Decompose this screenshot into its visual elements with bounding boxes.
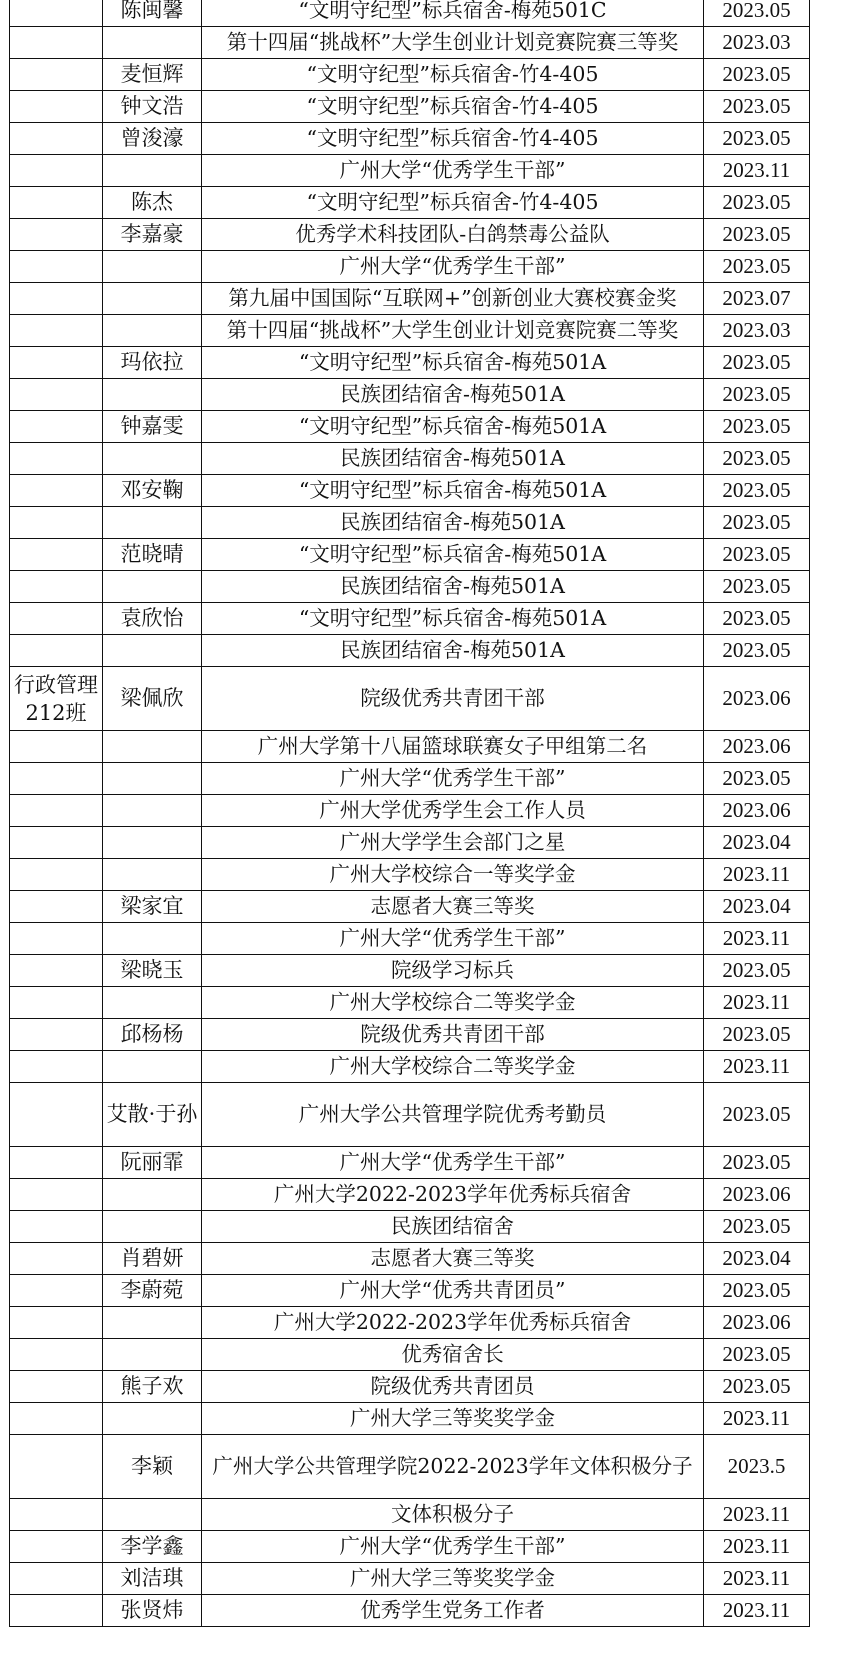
date-cell: 2023.11 xyxy=(704,1051,810,1083)
table-row xyxy=(10,155,810,187)
table-row xyxy=(10,603,810,635)
class-cell xyxy=(10,507,103,539)
class-cell xyxy=(10,955,103,987)
student-name-cell xyxy=(103,859,202,891)
table-row xyxy=(10,827,810,859)
student-name-cell xyxy=(103,1051,202,1083)
table-row xyxy=(10,507,810,539)
class-cell xyxy=(10,1435,103,1499)
date-cell: 2023.05 xyxy=(704,539,810,571)
date-cell: 2023.05 xyxy=(704,507,810,539)
table-row xyxy=(10,859,810,891)
table-row xyxy=(10,251,810,283)
award-cell: 广州大学“优秀共青团员” xyxy=(202,1275,704,1307)
award-cell: “文明守纪型”标兵宿舍-梅苑501A xyxy=(202,475,704,507)
table-row xyxy=(10,1083,810,1147)
class-cell xyxy=(10,315,103,347)
class-cell xyxy=(10,1275,103,1307)
student-name-cell: 梁家宜 xyxy=(103,891,202,923)
table-row xyxy=(10,1531,810,1563)
award-cell: 广州大学“优秀学生干部” xyxy=(202,763,704,795)
table-row xyxy=(10,987,810,1019)
class-cell xyxy=(10,859,103,891)
student-name-cell xyxy=(103,763,202,795)
class-cell xyxy=(10,1499,103,1531)
award-cell: 广州大学“优秀学生干部” xyxy=(202,251,704,283)
award-cell: 第十四届“挑战杯”大学生创业计划竞赛院赛二等奖 xyxy=(202,315,704,347)
award-cell: 优秀学生党务工作者 xyxy=(202,1595,704,1627)
award-cell: 广州大学“优秀学生干部” xyxy=(202,155,704,187)
award-cell: 民族团结宿舍-梅苑501A xyxy=(202,379,704,411)
table-row xyxy=(10,1371,810,1403)
class-cell xyxy=(10,763,103,795)
award-cell: 第十四届“挑战杯”大学生创业计划竞赛院赛三等奖 xyxy=(202,27,704,59)
award-cell: 广州大学校综合一等奖学金 xyxy=(202,859,704,891)
student-name-cell: 梁晓玉 xyxy=(103,955,202,987)
date-cell: 2023.05 xyxy=(704,123,810,155)
date-cell: 2023.05 xyxy=(704,347,810,379)
award-cell: 文体积极分子 xyxy=(202,1499,704,1531)
class-cell xyxy=(10,1531,103,1563)
class-cell xyxy=(10,219,103,251)
award-cell: 院级优秀共青团干部 xyxy=(202,1019,704,1051)
date-cell: 2023.04 xyxy=(704,891,810,923)
award-cell: “文明守纪型”标兵宿舍-梅苑501A xyxy=(202,603,704,635)
award-cell: 广州大学“优秀学生干部” xyxy=(202,923,704,955)
date-cell: 2023.11 xyxy=(704,987,810,1019)
award-cell: 广州大学学生会部门之星 xyxy=(202,827,704,859)
table-row xyxy=(10,1339,810,1371)
table-row xyxy=(10,1435,810,1499)
date-cell: 2023.11 xyxy=(704,923,810,955)
table-row xyxy=(10,1243,810,1275)
class-cell xyxy=(10,1211,103,1243)
table-row xyxy=(10,411,810,443)
table-row xyxy=(10,123,810,155)
student-name-cell xyxy=(103,571,202,603)
student-name-cell: 阮丽霏 xyxy=(103,1147,202,1179)
award-cell: 优秀学术科技团队-白鸽禁毒公益队 xyxy=(202,219,704,251)
class-cell xyxy=(10,1595,103,1627)
class-cell xyxy=(10,91,103,123)
student-name-cell: 范晓晴 xyxy=(103,539,202,571)
award-cell: “文明守纪型”标兵宿舍-梅苑501C xyxy=(202,0,704,27)
award-cell: 志愿者大赛三等奖 xyxy=(202,1243,704,1275)
student-name-cell xyxy=(103,827,202,859)
student-name-cell: 张贤炜 xyxy=(103,1595,202,1627)
date-cell: 2023.03 xyxy=(704,315,810,347)
class-cell xyxy=(10,411,103,443)
date-cell: 2023.05 xyxy=(704,1275,810,1307)
table-row xyxy=(10,1499,810,1531)
class-cell xyxy=(10,1019,103,1051)
student-name-cell: 艾散·于孙 xyxy=(103,1083,202,1147)
award-cell: 优秀宿舍长 xyxy=(202,1339,704,1371)
award-cell: 广州大学2022-2023学年优秀标兵宿舍 xyxy=(202,1307,704,1339)
class-cell xyxy=(10,59,103,91)
table-row xyxy=(10,443,810,475)
class-cell xyxy=(10,1147,103,1179)
class-cell: 行政管理212班 xyxy=(10,667,103,731)
table-row xyxy=(10,667,810,731)
date-cell: 2023.05 xyxy=(704,603,810,635)
student-name-cell xyxy=(103,923,202,955)
table-row xyxy=(10,1019,810,1051)
award-cell: 广州大学2022-2023学年优秀标兵宿舍 xyxy=(202,1179,704,1211)
date-cell: 2023.05 xyxy=(704,443,810,475)
date-cell: 2023.05 xyxy=(704,571,810,603)
student-name-cell: 肖碧妍 xyxy=(103,1243,202,1275)
award-cell: “文明守纪型”标兵宿舍-梅苑501A xyxy=(202,539,704,571)
date-cell: 2023.05 xyxy=(704,1371,810,1403)
date-cell: 2023.05 xyxy=(704,1147,810,1179)
table-row xyxy=(10,1595,810,1627)
award-cell: 广州大学三等奖奖学金 xyxy=(202,1403,704,1435)
table-row xyxy=(10,955,810,987)
date-cell: 2023.05 xyxy=(704,1211,810,1243)
student-name-cell xyxy=(103,1307,202,1339)
class-cell xyxy=(10,539,103,571)
student-name-cell: 玛依拉 xyxy=(103,347,202,379)
award-cell: “文明守纪型”标兵宿舍-梅苑501A xyxy=(202,411,704,443)
award-cell: 广州大学校综合二等奖学金 xyxy=(202,1051,704,1083)
class-cell xyxy=(10,123,103,155)
class-cell xyxy=(10,0,103,27)
student-name-cell xyxy=(103,987,202,1019)
student-name-cell: 李颖 xyxy=(103,1435,202,1499)
date-cell: 2023.05 xyxy=(704,0,810,27)
class-cell xyxy=(10,795,103,827)
table-row xyxy=(10,1307,810,1339)
class-cell xyxy=(10,379,103,411)
table-row xyxy=(10,1051,810,1083)
award-cell: 第九届中国国际“互联网+”创新创业大赛校赛金奖 xyxy=(202,283,704,315)
class-cell xyxy=(10,155,103,187)
student-name-cell xyxy=(103,155,202,187)
award-cell: 民族团结宿舍-梅苑501A xyxy=(202,507,704,539)
class-cell xyxy=(10,251,103,283)
award-cell: 广州大学三等奖奖学金 xyxy=(202,1563,704,1595)
award-cell: “文明守纪型”标兵宿舍-竹4-405 xyxy=(202,123,704,155)
award-cell: 广州大学第十八届篮球联赛女子甲组第二名 xyxy=(202,731,704,763)
student-name-cell xyxy=(103,379,202,411)
table-row xyxy=(10,1211,810,1243)
student-name-cell: 袁欣怡 xyxy=(103,603,202,635)
class-cell xyxy=(10,443,103,475)
table-row xyxy=(10,1403,810,1435)
table-row xyxy=(10,315,810,347)
date-cell: 2023.04 xyxy=(704,827,810,859)
table-row xyxy=(10,763,810,795)
date-cell: 2023.05 xyxy=(704,1083,810,1147)
award-cell: “文明守纪型”标兵宿舍-梅苑501A xyxy=(202,347,704,379)
date-cell: 2023.11 xyxy=(704,859,810,891)
date-cell: 2023.05 xyxy=(704,1019,810,1051)
award-cell: 民族团结宿舍-梅苑501A xyxy=(202,443,704,475)
student-name-cell xyxy=(103,1339,202,1371)
student-name-cell xyxy=(103,1403,202,1435)
date-cell: 2023.11 xyxy=(704,1531,810,1563)
class-cell xyxy=(10,1307,103,1339)
table-row xyxy=(10,1179,810,1211)
student-name-cell: 邱杨杨 xyxy=(103,1019,202,1051)
student-name-cell xyxy=(103,443,202,475)
table-row xyxy=(10,1275,810,1307)
award-cell: 广州大学“优秀学生干部” xyxy=(202,1531,704,1563)
class-cell xyxy=(10,1083,103,1147)
student-name-cell: 钟嘉雯 xyxy=(103,411,202,443)
class-cell xyxy=(10,827,103,859)
award-table xyxy=(9,0,810,1627)
table-row xyxy=(10,27,810,59)
table-row xyxy=(10,283,810,315)
date-cell: 2023.05 xyxy=(704,379,810,411)
date-cell: 2023.05 xyxy=(704,251,810,283)
table-row xyxy=(10,219,810,251)
date-cell: 2023.05 xyxy=(704,59,810,91)
table-row xyxy=(10,571,810,603)
class-cell xyxy=(10,475,103,507)
student-name-cell xyxy=(103,731,202,763)
student-name-cell: 陈杰 xyxy=(103,187,202,219)
date-cell: 2023.06 xyxy=(704,795,810,827)
date-cell: 2023.05 xyxy=(704,955,810,987)
student-name-cell: 李学鑫 xyxy=(103,1531,202,1563)
table-row xyxy=(10,1147,810,1179)
date-cell: 2023.05 xyxy=(704,187,810,219)
student-name-cell xyxy=(103,635,202,667)
award-cell: 广州大学“优秀学生干部” xyxy=(202,1147,704,1179)
date-cell: 2023.11 xyxy=(704,1499,810,1531)
class-cell xyxy=(10,1243,103,1275)
award-cell: 民族团结宿舍-梅苑501A xyxy=(202,635,704,667)
student-name-cell: 梁佩欣 xyxy=(103,667,202,731)
class-cell xyxy=(10,987,103,1019)
award-cell: “文明守纪型”标兵宿舍-竹4-405 xyxy=(202,91,704,123)
date-cell: 2023.11 xyxy=(704,1563,810,1595)
class-cell xyxy=(10,1371,103,1403)
table-row xyxy=(10,795,810,827)
award-cell: “文明守纪型”标兵宿舍-竹4-405 xyxy=(202,187,704,219)
table-row xyxy=(10,923,810,955)
date-cell: 2023.11 xyxy=(704,155,810,187)
class-cell xyxy=(10,1051,103,1083)
student-name-cell: 刘洁琪 xyxy=(103,1563,202,1595)
table-row xyxy=(10,379,810,411)
table-row xyxy=(10,59,810,91)
student-name-cell: 曾浚濠 xyxy=(103,123,202,155)
date-cell: 2023.5 xyxy=(704,1435,810,1499)
student-name-cell xyxy=(103,283,202,315)
student-name-cell xyxy=(103,1179,202,1211)
student-name-cell xyxy=(103,1211,202,1243)
date-cell: 2023.05 xyxy=(704,91,810,123)
date-cell: 2023.11 xyxy=(704,1403,810,1435)
table-row xyxy=(10,1563,810,1595)
student-name-cell: 钟文浩 xyxy=(103,91,202,123)
date-cell: 2023.03 xyxy=(704,27,810,59)
award-cell: 院级优秀共青团员 xyxy=(202,1371,704,1403)
student-name-cell xyxy=(103,315,202,347)
student-name-cell: 麦恒辉 xyxy=(103,59,202,91)
student-name-cell xyxy=(103,1499,202,1531)
class-cell xyxy=(10,187,103,219)
date-cell: 2023.05 xyxy=(704,635,810,667)
award-cell: 广州大学校综合二等奖学金 xyxy=(202,987,704,1019)
table-row xyxy=(10,347,810,379)
date-cell: 2023.06 xyxy=(704,667,810,731)
award-cell: 广州大学公共管理学院优秀考勤员 xyxy=(202,1083,704,1147)
date-cell: 2023.06 xyxy=(704,1307,810,1339)
student-name-cell: 李蔚菀 xyxy=(103,1275,202,1307)
table-row xyxy=(10,475,810,507)
award-cell: 民族团结宿舍-梅苑501A xyxy=(202,571,704,603)
table-row xyxy=(10,731,810,763)
award-cell: 志愿者大赛三等奖 xyxy=(202,891,704,923)
class-cell xyxy=(10,1403,103,1435)
table-row xyxy=(10,635,810,667)
student-name-cell: 熊子欢 xyxy=(103,1371,202,1403)
class-cell xyxy=(10,1563,103,1595)
student-name-cell xyxy=(103,795,202,827)
student-name-cell xyxy=(103,251,202,283)
table-row xyxy=(10,539,810,571)
student-name-cell xyxy=(103,507,202,539)
date-cell: 2023.05 xyxy=(704,219,810,251)
class-cell xyxy=(10,283,103,315)
date-cell: 2023.05 xyxy=(704,411,810,443)
class-cell xyxy=(10,1339,103,1371)
class-cell xyxy=(10,731,103,763)
class-cell xyxy=(10,923,103,955)
table-row xyxy=(10,0,810,27)
date-cell: 2023.05 xyxy=(704,475,810,507)
student-name-cell: 邓安鞠 xyxy=(103,475,202,507)
date-cell: 2023.04 xyxy=(704,1243,810,1275)
class-cell xyxy=(10,347,103,379)
award-cell: 民族团结宿舍 xyxy=(202,1211,704,1243)
class-cell xyxy=(10,1179,103,1211)
student-name-cell: 陈闽馨 xyxy=(103,0,202,27)
class-cell xyxy=(10,603,103,635)
class-cell xyxy=(10,571,103,603)
student-name-cell: 李嘉豪 xyxy=(103,219,202,251)
table-row xyxy=(10,91,810,123)
table-row xyxy=(10,187,810,219)
date-cell: 2023.05 xyxy=(704,1339,810,1371)
class-cell xyxy=(10,27,103,59)
date-cell: 2023.07 xyxy=(704,283,810,315)
class-cell xyxy=(10,635,103,667)
award-table-body xyxy=(10,0,810,1627)
date-cell: 2023.05 xyxy=(704,763,810,795)
award-cell: “文明守纪型”标兵宿舍-竹4-405 xyxy=(202,59,704,91)
award-cell: 院级优秀共青团干部 xyxy=(202,667,704,731)
student-name-cell xyxy=(103,27,202,59)
date-cell: 2023.11 xyxy=(704,1595,810,1627)
date-cell: 2023.06 xyxy=(704,1179,810,1211)
award-cell: 广州大学优秀学生会工作人员 xyxy=(202,795,704,827)
award-cell: 院级学习标兵 xyxy=(202,955,704,987)
date-cell: 2023.06 xyxy=(704,731,810,763)
class-cell xyxy=(10,891,103,923)
table-row xyxy=(10,891,810,923)
award-cell: 广州大学公共管理学院2022-2023学年文体积极分子 xyxy=(202,1435,704,1499)
